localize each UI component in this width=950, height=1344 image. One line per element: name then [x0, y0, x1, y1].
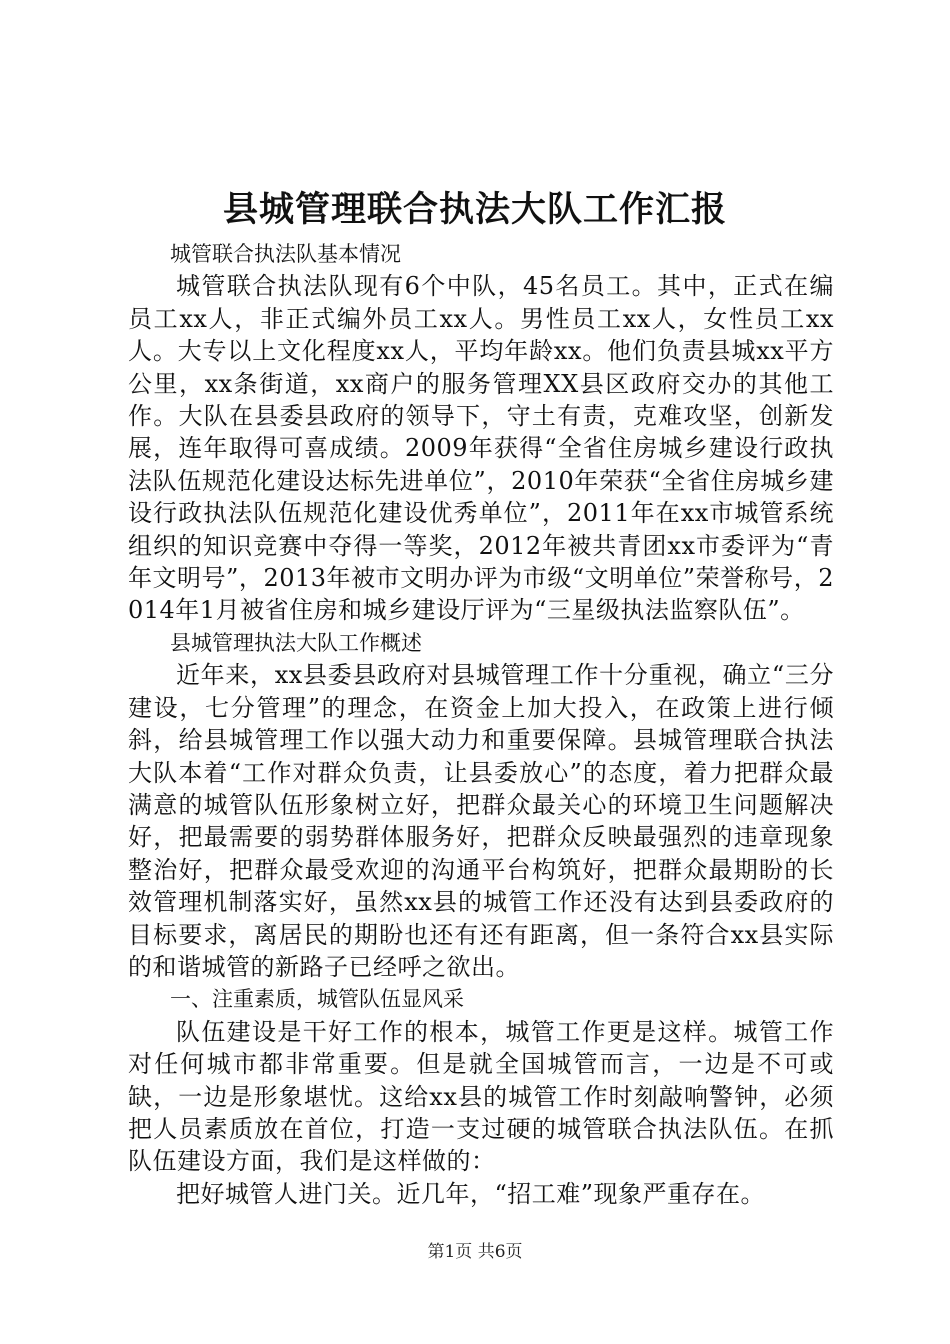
- paragraph-work-overview: 近年来，xx县委县政府对县城管理工作十分重视，确立“三分建设，七分管理”的理念，在资金上加大投入，在政策上进行倾斜，给县城管理工作以强大动力和重要保障。县城管理联合执法大队本着“工作对群众负责，让县委放心”的态度，着力把群众最满意的城管队伍形象树立好，把群众最关心的环境卫生问题解决好，把最需要的弱势群体服务好，把群众反映最强烈的违章现象整治好，把群众最受欢迎的沟通平台构筑好，把群众最期盼的长效管理机制落实好，虽然xx县的城管工作还没有达到县委政府的目标要求，离居民的期盼也还有还有距离，但一条符合xx县实际的和谐城管的新路子已经呼之欲出。: [128, 661, 834, 981]
- section-heading-quality: 一、注重素质，城管队伍显风采: [170, 987, 464, 1012]
- section-heading-work-overview: 县城管理执法大队工作概述: [170, 630, 422, 655]
- paragraph-basic-info: 城管联合执法队现有6个中队，45名员工。其中，正式在编员工xx人，非正式编外员工xx人。男性员工xx人，女性员工xx人。大专以上文化程度xx人，平均年龄xx。他们负责县城xx平方公里，xx条街道，xx商户的服务管理XX县区政府交办的其他工作。大队在县委县政府的领导下，守土有责，克难攻坚，创新发展，连年取得可喜成绩。2009年获得“全省住房城乡建设行政执法队伍规范化建设达标先进单位”，2010年荣获“全省住房城乡建设行政执法队伍规范化建设优秀单位”，2011年在xx市城管系统组织的知识竞赛中夺得一等奖，2012年被共青团xx市委评为“青年文明号”，2013年被市文明办评为市级“文明单位”荣誉称号，2014年1月被省住房和城乡建设厅评为“三星级执法监察队伍”。: [128, 272, 834, 625]
- section-heading-basic-info: 城管联合执法队基本情况: [170, 242, 401, 266]
- document-body: [128, 238, 834, 1210]
- paragraph-recruitment: 把好城管人进门关。近几年，“招工难”现象严重存在。: [176, 1179, 766, 1208]
- page-footer: 第1页 共6页: [427, 1242, 523, 1262]
- paragraph-quality: 队伍建设是干好工作的根本，城管工作更是这样。城管工作对任何城市都非常重要。但是就全国城管而言，一边是不可或缺，一边是形象堪忧。这给xx县的城管工作时刻敲响警钟，必须把人员素质放在首位，打造一支过硬的城管联合执法队伍。在抓队伍建设方面，我们是这样做的：: [128, 1017, 834, 1176]
- document-title: 县城管理联合执法大队工作汇报: [222, 189, 727, 230]
